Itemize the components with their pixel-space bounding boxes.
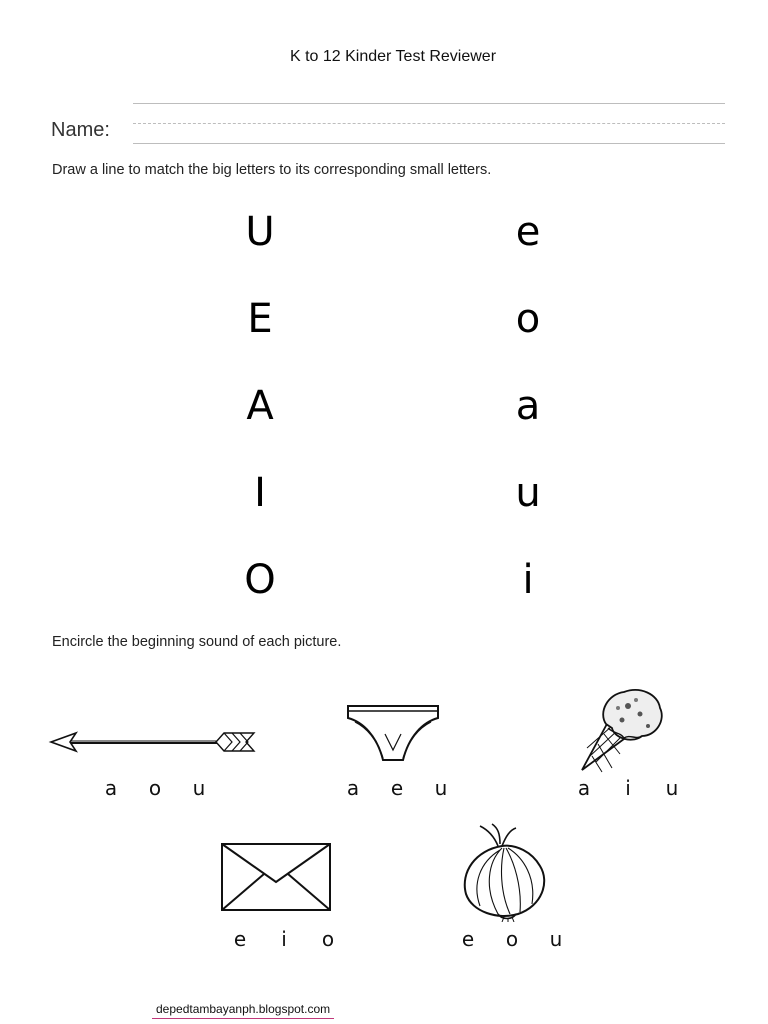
choice[interactable]: u <box>549 927 563 951</box>
choice[interactable]: a <box>104 776 118 800</box>
small-letter-a[interactable]: a <box>515 383 541 429</box>
choice[interactable]: o <box>505 927 519 951</box>
encircle-instruction: Encircle the beginning sound of each picture. <box>52 634 342 650</box>
choice[interactable]: u <box>434 776 448 800</box>
big-letter-o[interactable]: O <box>244 557 276 603</box>
name-bottom-line[interactable] <box>133 143 725 144</box>
arrow-choices <box>89 776 221 800</box>
page-title: K to 12 Kinder Test Reviewer <box>289 48 497 65</box>
choice[interactable]: i <box>281 927 287 951</box>
envelope-choices <box>218 927 350 951</box>
small-letter-u[interactable]: u <box>515 470 541 516</box>
arrow-icon <box>48 728 258 758</box>
small-letter-o[interactable]: o <box>515 296 541 342</box>
big-letter-a[interactable]: A <box>246 383 274 429</box>
footer-link[interactable]: depedtambayanph.blogspot.com <box>152 1002 334 1019</box>
name-label: Name: <box>51 119 110 141</box>
choice[interactable]: e <box>390 776 404 800</box>
choice[interactable]: o <box>148 776 162 800</box>
choice[interactable]: a <box>577 776 591 800</box>
choice[interactable]: u <box>192 776 206 800</box>
onion-icon <box>458 822 554 922</box>
small-letter-e[interactable]: e <box>515 209 541 255</box>
big-letter-i[interactable]: I <box>254 470 266 516</box>
name-mid-line <box>133 123 725 124</box>
onion-choices <box>446 927 578 951</box>
underwear-icon <box>343 700 443 766</box>
matching-instruction: Draw a line to match the big letters to its corresponding small letters. <box>52 162 492 178</box>
small-letter-i[interactable]: i <box>522 557 534 603</box>
ice-cream-choices <box>562 776 694 800</box>
underwear-choices <box>331 776 463 800</box>
choice[interactable]: e <box>233 927 247 951</box>
choice[interactable]: o <box>321 927 335 951</box>
choice[interactable]: u <box>665 776 679 800</box>
envelope-icon <box>220 842 332 912</box>
ice-cream-icon <box>578 684 668 774</box>
big-letter-e[interactable]: E <box>247 296 273 342</box>
choice[interactable]: i <box>625 776 631 800</box>
big-letter-u[interactable]: U <box>245 209 275 255</box>
choice[interactable]: e <box>461 927 475 951</box>
name-top-line <box>133 103 725 104</box>
choice[interactable]: a <box>346 776 360 800</box>
